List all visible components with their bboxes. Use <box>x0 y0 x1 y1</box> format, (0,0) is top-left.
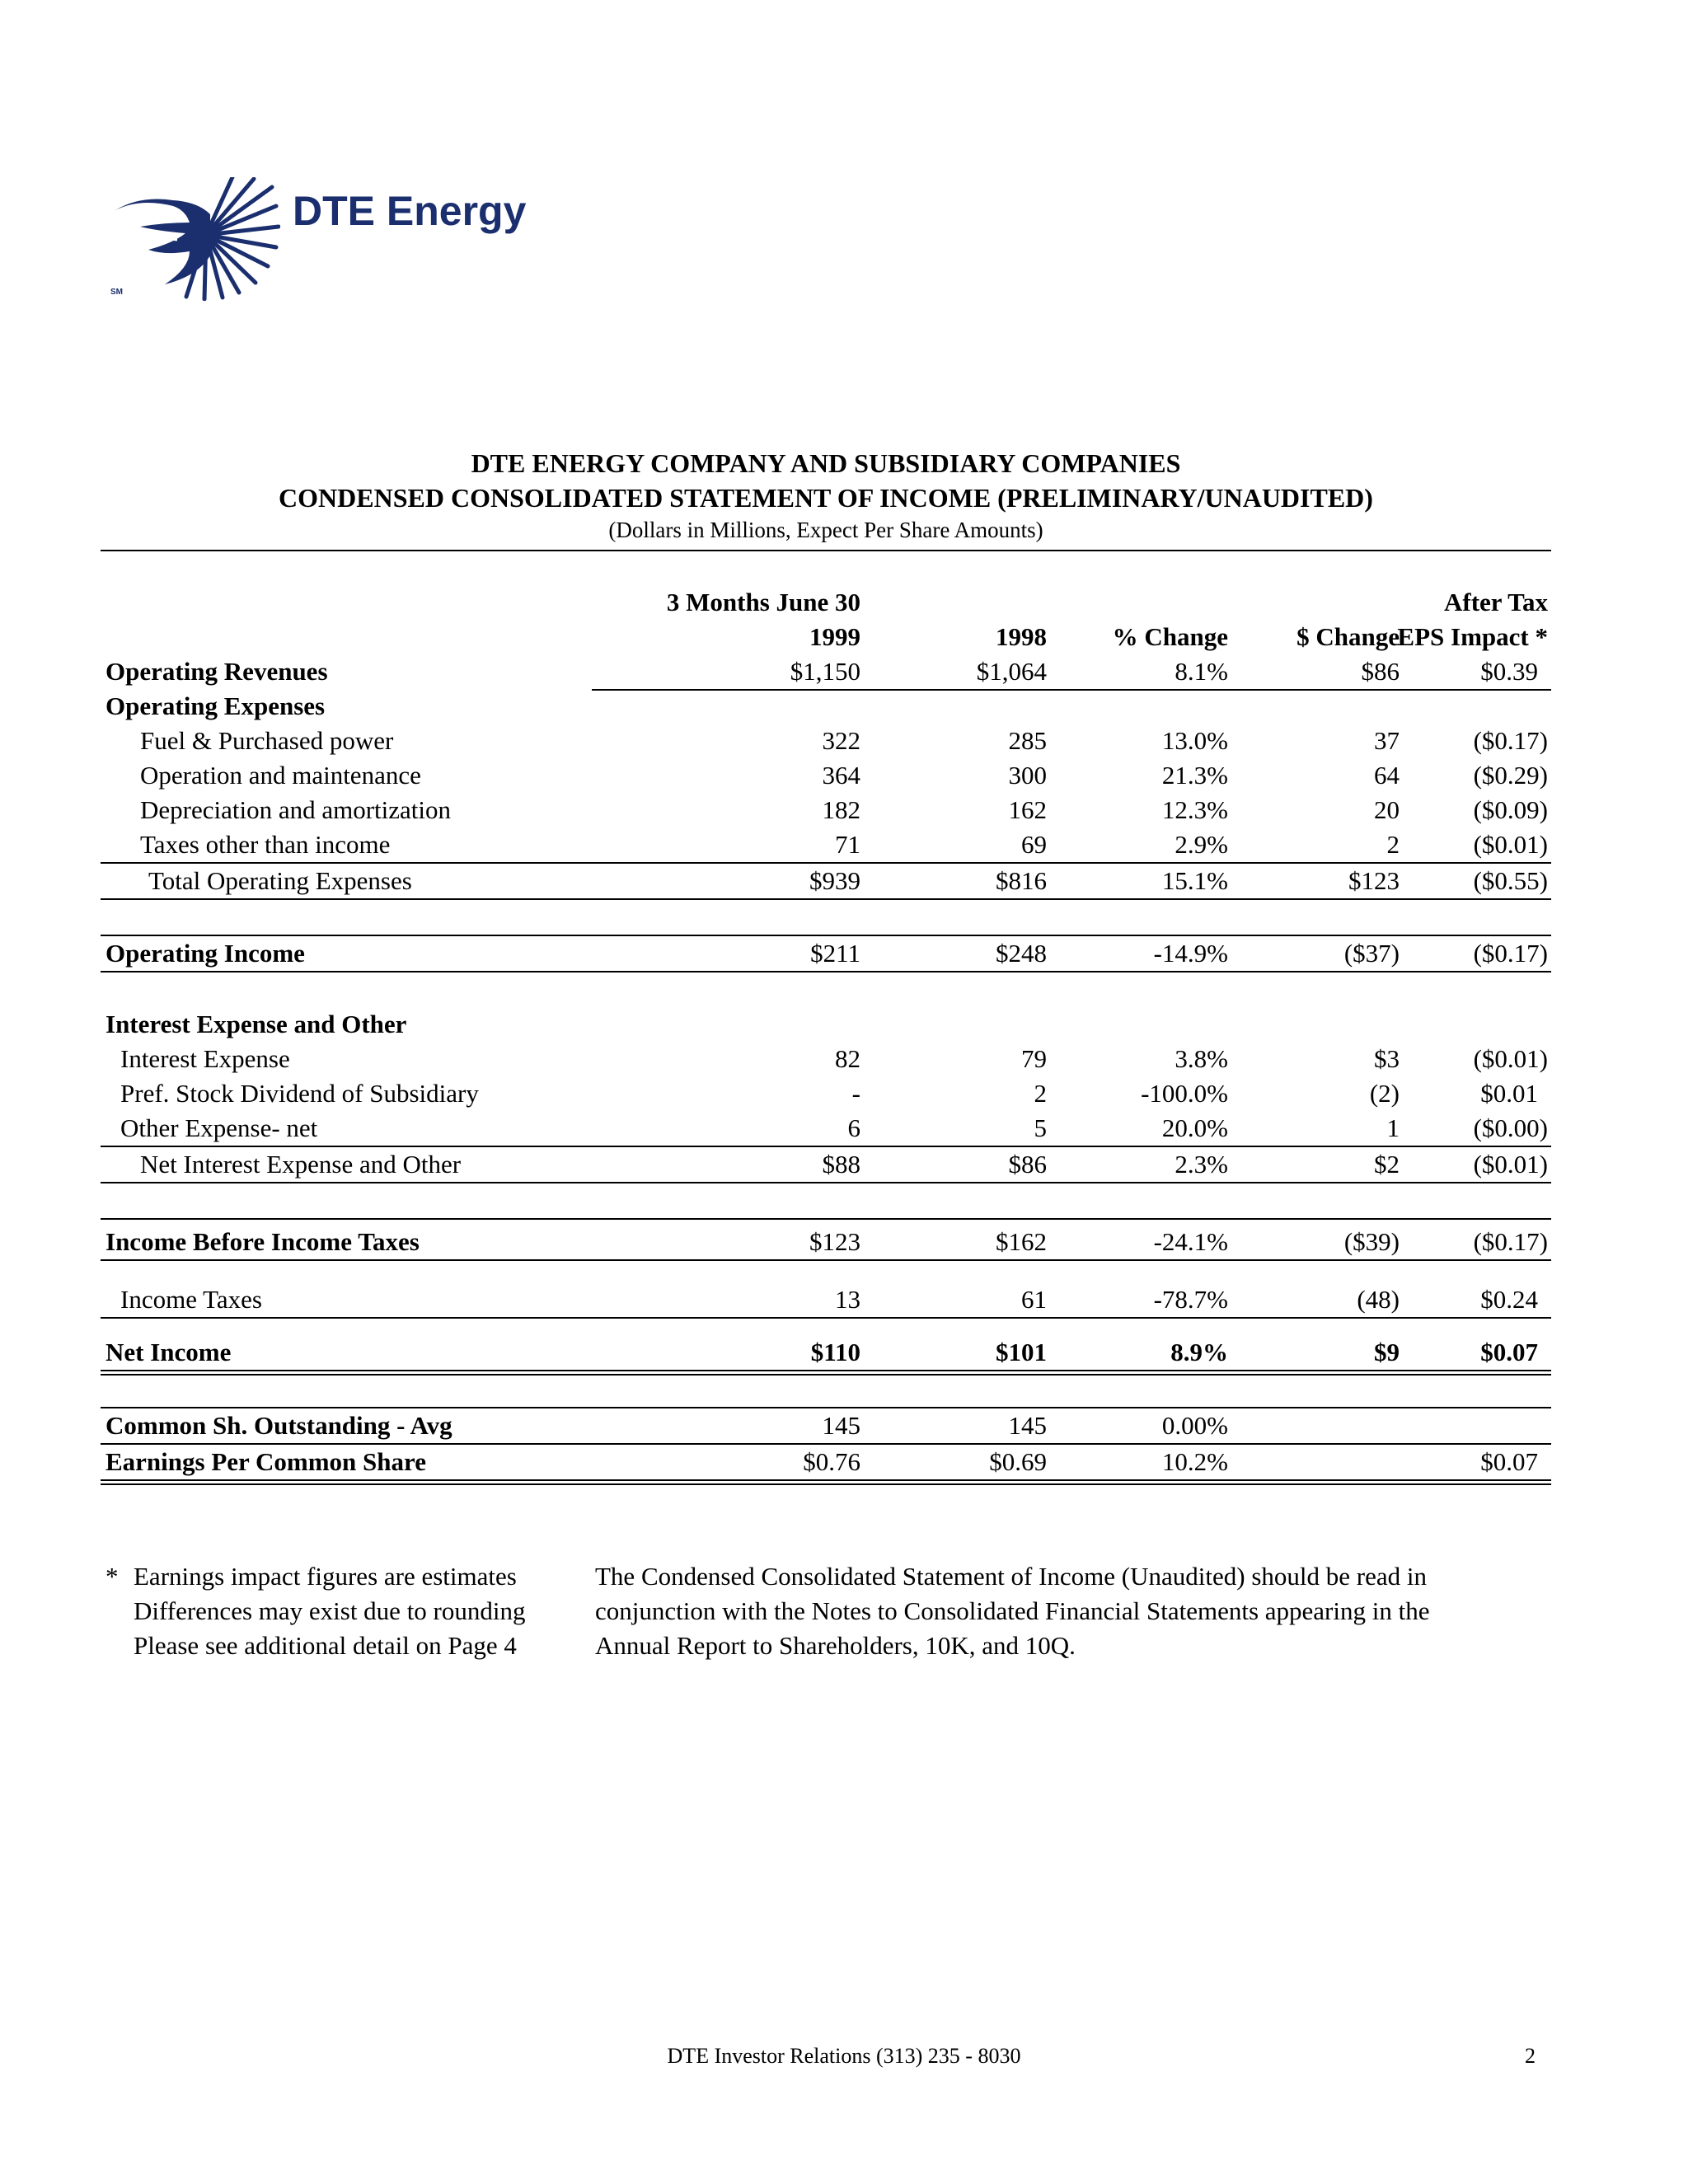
cell: 79 <box>1021 1044 1047 1073</box>
cell: $9 <box>1374 1338 1400 1366</box>
cell: $0.76 <box>803 1447 860 1476</box>
rule <box>101 1317 1551 1319</box>
cell: $123 <box>809 1227 860 1256</box>
row-label: Depreciation and amortization <box>140 795 452 824</box>
cell: 82 <box>835 1044 860 1073</box>
cell: 300 <box>1008 761 1047 790</box>
col-eps-impact: EPS Impact * <box>1397 622 1548 651</box>
cell: $110 <box>810 1338 860 1366</box>
row-label: Total Operating Expenses <box>148 866 412 895</box>
page-number: 2 <box>1525 2044 1536 2068</box>
cell: $101 <box>996 1338 1047 1366</box>
cell: ($0.17) <box>1473 726 1548 755</box>
table-row <box>101 1042 1551 1076</box>
col-1999: 1999 <box>809 622 860 651</box>
cell: 13.0% <box>1161 726 1228 755</box>
cell: ($0.17) <box>1473 939 1548 968</box>
statement-subtitle: (Dollars in Millions, Expect Per Share Amounts) <box>608 518 1043 542</box>
cell: $2 <box>1374 1150 1400 1179</box>
cell: $0.39 <box>1480 657 1538 686</box>
row-label: Common Sh. Outstanding - Avg <box>106 1411 452 1440</box>
cell: 20 <box>1374 795 1400 824</box>
row-label: Other Expense- net <box>120 1113 318 1142</box>
cell: $162 <box>996 1227 1047 1256</box>
cell: ($39) <box>1343 1227 1400 1256</box>
cell: 145 <box>822 1411 860 1440</box>
cell: 37 <box>1374 726 1400 755</box>
table-row <box>101 1076 1551 1111</box>
disclaimer-line: The Condensed Consolidated Statement of Income (Unaudited) should be read in <box>595 1562 1427 1591</box>
cell: 2 <box>1034 1079 1047 1108</box>
row-label: Pref. Stock Dividend of Subsidiary <box>120 1079 479 1108</box>
cell: -24.1% <box>1153 1227 1228 1256</box>
cell: ($0.09) <box>1473 795 1548 824</box>
cell: 13 <box>835 1285 860 1314</box>
row-label: Operating Income <box>106 939 305 968</box>
disclaimer-line: conjunction with the Notes to Consolidated Financial Statements appearing in the <box>595 1596 1430 1625</box>
cell: -14.9% <box>1153 939 1228 968</box>
cell: 364 <box>822 761 860 790</box>
cell: $1,064 <box>976 657 1047 686</box>
eps-header-1: After Tax <box>1443 588 1548 616</box>
cell: ($0.01) <box>1473 1150 1548 1179</box>
cell: -78.7% <box>1153 1285 1228 1314</box>
footnote <box>134 1559 526 1663</box>
cell: 8.1% <box>1175 657 1228 686</box>
column-header-row-1 <box>101 585 1551 620</box>
row-label: Taxes other than income <box>140 830 391 859</box>
company-title: DTE ENERGY COMPANY AND SUBSIDIARY COMPANIES <box>471 448 1181 478</box>
footnote-line: Earnings impact figures are estimates <box>134 1562 517 1591</box>
cell: $3 <box>1374 1044 1400 1073</box>
spacer <box>101 1376 1551 1407</box>
table-row <box>101 827 1551 862</box>
row-label: Operation and maintenance <box>140 761 421 790</box>
cell: 285 <box>1008 726 1047 755</box>
dte-logo <box>107 177 585 309</box>
cell: 145 <box>1008 1411 1047 1440</box>
cell: 64 <box>1374 761 1400 790</box>
cell: ($0.01) <box>1473 830 1548 859</box>
table-row <box>101 1007 1551 1042</box>
cell: 322 <box>822 726 860 755</box>
cell: $86 <box>1361 657 1400 686</box>
cell: 2.9% <box>1175 830 1228 859</box>
table-row <box>101 724 1551 758</box>
spacer <box>101 1183 1551 1218</box>
table-row <box>101 654 1551 689</box>
cell: $0.07 <box>1480 1338 1538 1366</box>
row-label: Operating Expenses <box>106 691 326 720</box>
cell: ($0.01) <box>1473 1044 1548 1073</box>
statement-title: CONDENSED CONSOLIDATED STATEMENT OF INCOME (PRELIMINARY/UNAUDITED) <box>279 483 1373 513</box>
row-label: Earnings Per Common Share <box>106 1447 426 1476</box>
table-row <box>101 864 1551 898</box>
cell: 20.0% <box>1161 1113 1228 1142</box>
rule <box>101 1218 1551 1220</box>
double-rule <box>101 1479 1551 1485</box>
table-row <box>101 1147 1551 1182</box>
rule <box>101 1259 1551 1261</box>
table-row <box>101 1111 1551 1146</box>
table-row <box>101 689 1551 724</box>
footnote-line: Differences may exist due to rounding <box>134 1596 526 1625</box>
cell: 162 <box>1008 795 1047 824</box>
cell: 61 <box>1021 1285 1047 1314</box>
cell: $816 <box>996 866 1047 895</box>
cell: -100.0% <box>1141 1079 1228 1108</box>
row-label: Interest Expense and Other <box>106 1010 407 1038</box>
footnote-line: Please see additional detail on Page 4 <box>134 1631 517 1660</box>
cell: $0.69 <box>989 1447 1047 1476</box>
cell: $123 <box>1348 866 1400 895</box>
spacer <box>101 972 1551 1007</box>
table-row <box>101 758 1551 793</box>
cell: 6 <box>847 1113 860 1142</box>
row-label: Income Before Income Taxes <box>106 1227 420 1256</box>
cell: $86 <box>1008 1150 1047 1179</box>
table-row <box>101 1408 1551 1443</box>
cell: 15.1% <box>1161 866 1228 895</box>
cell: 71 <box>835 830 860 859</box>
cell: $0.07 <box>1480 1447 1538 1476</box>
cell: 21.3% <box>1161 761 1228 790</box>
spacer <box>101 900 1551 935</box>
cell: 0.00% <box>1161 1411 1228 1440</box>
cell: 2.3% <box>1175 1150 1228 1179</box>
logo-text: DTE Energy <box>293 188 527 234</box>
double-rule <box>101 1370 1551 1376</box>
table-row <box>101 1445 1551 1479</box>
disclaimer-line: Annual Report to Shareholders, 10K, and 10Q. <box>595 1631 1076 1660</box>
cell: $88 <box>822 1150 860 1179</box>
column-header-row-2 <box>101 620 1551 654</box>
table-row <box>101 793 1551 827</box>
cell: 1 <box>1386 1113 1400 1142</box>
cell: $1,150 <box>790 657 860 686</box>
cell: ($0.29) <box>1473 761 1548 790</box>
cell: - <box>851 1079 860 1108</box>
row-label: Interest Expense <box>120 1044 290 1073</box>
row-label: Net Income <box>106 1338 232 1366</box>
footnote-marker: * <box>106 1562 119 1591</box>
title-rule <box>101 550 1551 551</box>
cell: 69 <box>1021 830 1047 859</box>
cell: $211 <box>810 939 860 968</box>
cell: 8.9% <box>1170 1338 1228 1366</box>
cell: 3.8% <box>1175 1044 1228 1073</box>
sunburst-icon <box>107 177 280 301</box>
table-row <box>101 1282 1551 1317</box>
row-label: Net Interest Expense and Other <box>140 1150 462 1179</box>
rule <box>101 898 1551 900</box>
cell: $248 <box>996 939 1047 968</box>
rule <box>101 971 1551 972</box>
cell: (2) <box>1369 1079 1400 1108</box>
income-statement-table <box>101 585 1551 1485</box>
cell: 10.2% <box>1161 1447 1228 1476</box>
col-1998: 1998 <box>996 622 1047 651</box>
row-label: Operating Revenues <box>106 657 328 686</box>
cell: ($0.17) <box>1473 1227 1548 1256</box>
row-label: Income Taxes <box>120 1285 262 1314</box>
cell: $0.01 <box>1480 1079 1538 1108</box>
cell: $0.24 <box>1480 1285 1538 1314</box>
cell: 12.3% <box>1161 795 1228 824</box>
cell: $939 <box>809 866 860 895</box>
cell: ($37) <box>1343 939 1400 968</box>
cell: ($0.00) <box>1473 1113 1548 1142</box>
period-header: 3 Months June 30 <box>666 588 860 616</box>
disclaimer <box>595 1559 1429 1663</box>
footer-contact: DTE Investor Relations (313) 235 - 8030 <box>667 2044 1021 2068</box>
service-mark: SM <box>110 288 123 297</box>
col-dollar-change: $ Change <box>1296 622 1400 651</box>
cell: (48) <box>1357 1285 1400 1314</box>
col-pct-change: % Change <box>1112 622 1228 651</box>
cell: 5 <box>1034 1113 1047 1142</box>
row-label: Fuel & Purchased power <box>140 726 394 755</box>
table-row <box>101 1225 1551 1259</box>
table-row <box>101 936 1551 971</box>
cell: 2 <box>1386 830 1400 859</box>
table-row <box>101 1335 1551 1370</box>
cell: 182 <box>822 795 860 824</box>
rule <box>101 1182 1551 1183</box>
cell: ($0.55) <box>1473 866 1548 895</box>
